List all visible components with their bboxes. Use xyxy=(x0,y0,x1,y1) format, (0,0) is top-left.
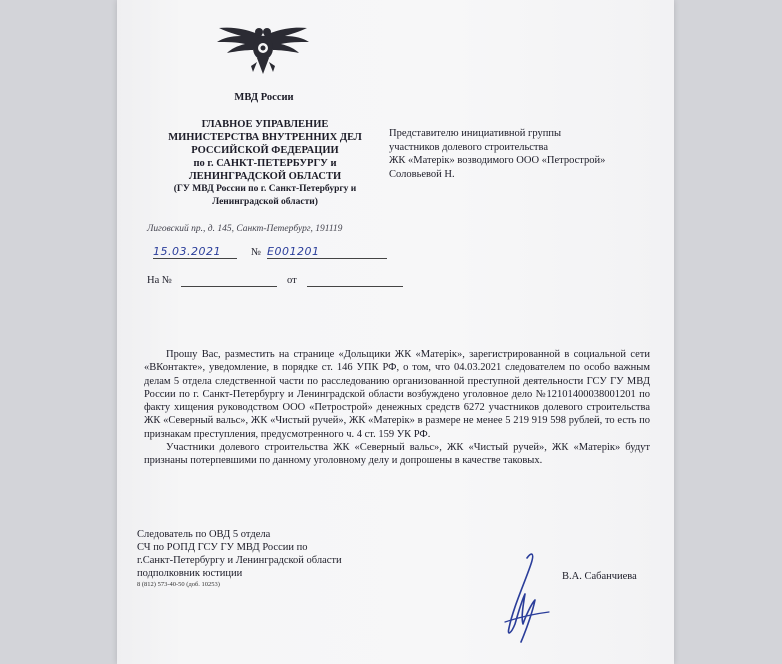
reference-line xyxy=(147,275,407,291)
signer-name: В.А. Сабанчиева xyxy=(562,571,637,582)
body-paragraph: Прошу Вас, разместить на странице «Дольщики ЖК «Матерік», зарегистрированной в социальной сети «ВКонтакте», уведомление, в порядке ст. 146 УПК РФ, о том, что 04.03.2021 следователем по особо важным делам 5 отдела следственной части по расследованию организованной преступной деятельности ГСУ ГУ МВД России по г. Санкт-Петербургу и Ленинградской области возбуждено уголовное дело №12101400038001201 по факту хищения руководством ООО «Петрострой» денежных средств 6272 участников долевого строительства ЖК «Северный вальс», ЖК «Чистый ручей», ЖК «Матерік» в размере не менее 5 219 919 598 рублей, то есть по признакам преступления, предусмотренного ч. 4 ст. 159 УК РФ. xyxy=(144,349,650,440)
signer-line: Следователь по ОВД 5 отдела xyxy=(137,529,271,540)
outgoing-date-number-line xyxy=(147,245,392,263)
addressee-line: Соловьевой Н. xyxy=(389,168,455,180)
agency-line: (ГУ МВД России по г. Санкт-Петербургу и xyxy=(173,184,357,194)
ref-prefix: На № xyxy=(147,275,172,286)
ref-date-blank xyxy=(307,286,403,287)
signer-line: СЧ по РОПД ГСУ ГУ МВД России по xyxy=(137,542,308,553)
org-short-title: МВД России xyxy=(234,92,294,103)
letter-body xyxy=(144,348,650,468)
agency-line: ЛЕНИНГРАДСКОЙ ОБЛАСТИ xyxy=(188,171,342,182)
addressee-block xyxy=(389,127,659,181)
handwritten-date: 15.03.2021 xyxy=(153,245,237,259)
signer-line: г.Санкт-Петербургу и Ленинградской области xyxy=(137,555,342,566)
signer-block xyxy=(137,528,417,589)
agency-line: РОССИЙСКОЙ ФЕДЕРАЦИИ xyxy=(191,145,339,156)
agency-line: Ленинградской области) xyxy=(212,197,318,207)
agency-line: ГЛАВНОЕ УПРАВЛЕНИЕ xyxy=(201,119,329,130)
addressee-line: Представителю инициативной группы xyxy=(389,128,561,139)
signer-phone: 8 (812) 573-40-50 (доб. 10253) xyxy=(137,581,220,588)
agency-line: МИНИСТЕРСТВА ВНУТРЕННИХ ДЕЛ xyxy=(168,132,362,143)
signer-line: подполковник юстиции xyxy=(137,568,243,579)
handwritten-signature-icon xyxy=(487,548,567,648)
addressee-line: участников долевого строительства xyxy=(389,141,548,153)
document-page xyxy=(117,0,674,664)
agency-line: по г. САНКТ-ПЕТЕРБУРГУ и xyxy=(193,158,337,169)
body-paragraph: Участники долевого строительства ЖК «Северный вальс», ЖК «Чистый ручей», ЖК «Матерік» будут признаны потерпевшими по данному уголовному делу и допрошены в качестве таковых. xyxy=(144,442,650,467)
handwritten-number: Е001201 xyxy=(267,245,387,259)
addressee-line: ЖК «Матерік» возводимого ООО «Петрострой» xyxy=(389,155,606,166)
number-sign: № xyxy=(251,247,262,258)
agency-address: Лиговский пр., д. 145, Санкт-Петербург, 191119 xyxy=(147,224,343,234)
ref-from-label: от xyxy=(287,275,297,286)
agency-name-block xyxy=(135,118,395,209)
eagle-emblem-icon xyxy=(213,22,313,80)
ref-number-blank xyxy=(181,286,277,287)
